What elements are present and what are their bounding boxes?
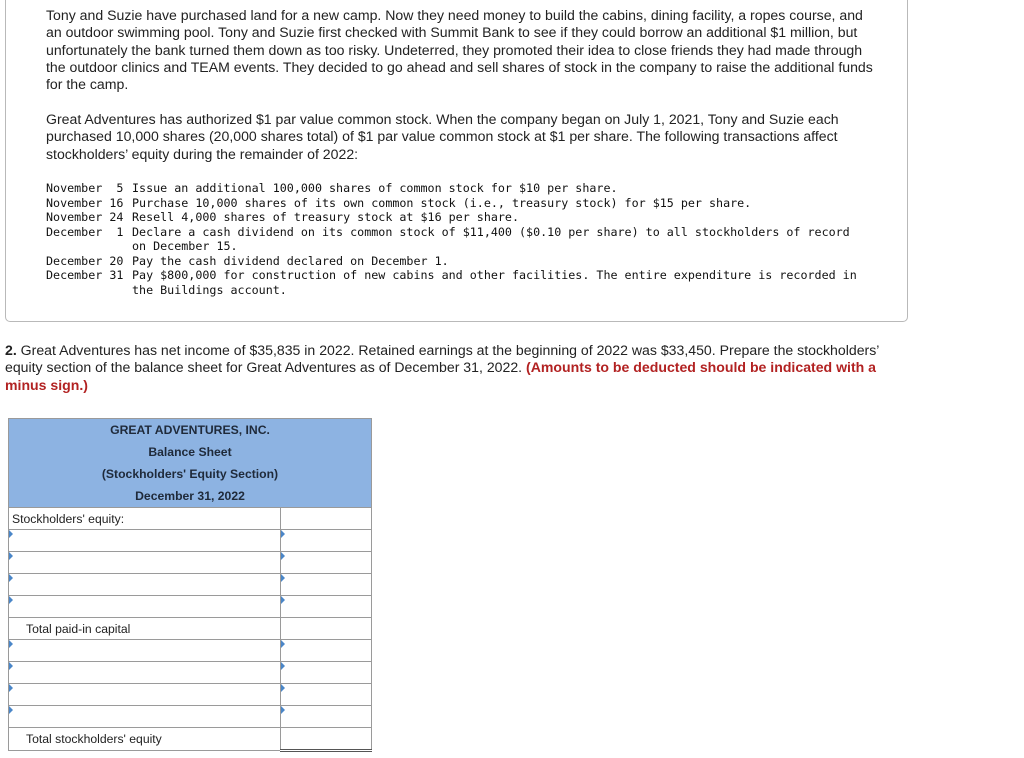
transaction-text: Resell 4,000 shares of treasury stock at $16 per share. — [132, 210, 520, 224]
dropdown-marker-icon — [281, 684, 285, 692]
amount-input[interactable] — [281, 685, 371, 704]
stockholders-equity-label: Stockholders' equity: — [9, 508, 281, 530]
account-dropdown[interactable] — [9, 574, 281, 596]
total-paid-in-capital-cell[interactable] — [280, 618, 371, 640]
blank-amount-cell — [280, 508, 371, 530]
question-note: (Amounts to be deducted should be indicated with a minus sign.) — [5, 359, 877, 393]
dropdown-marker-icon — [9, 684, 13, 692]
transaction-date: December 31 — [46, 268, 124, 282]
transaction-row — [46, 225, 862, 254]
transaction-text: Purchase 10,000 shares of its own common stock (i.e., treasury stock) for $15 per share. — [132, 195, 752, 210]
amount-cell[interactable] — [280, 574, 371, 596]
account-dropdown[interactable] — [9, 684, 281, 706]
transaction-date: November 16 — [46, 195, 124, 210]
total-stockholders-equity-input[interactable] — [281, 729, 371, 748]
account-input[interactable] — [9, 597, 280, 616]
dropdown-marker-icon — [9, 706, 13, 714]
amount-input[interactable] — [281, 597, 371, 616]
balance-sheet-table — [8, 418, 372, 752]
transaction-text: Declare a cash dividend on its common stock of $11,400 ($0.10 per share) to all stockholders of record on December 15. — [132, 224, 850, 253]
transaction-date: December 20 — [46, 253, 124, 268]
account-dropdown[interactable] — [9, 552, 281, 574]
transaction-row — [46, 254, 862, 269]
question-text: Great Adventures has net income of $35,835 in 2022. Retained earnings at the beginning of 2022 was $33,450. Prepare the stockholders’ equity section of the balance sheet for Great Adventures as of December 31, 2022. — [5, 342, 879, 376]
transaction-date: December 1 — [46, 224, 124, 239]
amount-cell[interactable] — [280, 552, 371, 574]
transaction-list — [46, 181, 862, 297]
dropdown-marker-icon — [9, 640, 13, 648]
account-input[interactable] — [9, 707, 280, 726]
account-input[interactable] — [9, 641, 280, 660]
account-input[interactable] — [9, 575, 280, 594]
transaction-row — [46, 196, 862, 211]
transaction-row — [46, 268, 862, 297]
transaction-text: Issue an additional 100,000 shares of common stock for $10 per share. — [132, 181, 618, 195]
dropdown-marker-icon — [281, 574, 285, 582]
statement-date: December 31, 2022 — [9, 485, 372, 508]
amount-input[interactable] — [281, 663, 371, 682]
total-paid-in-capital-label: Total paid-in capital — [9, 618, 281, 640]
amount-input[interactable] — [281, 553, 371, 572]
dropdown-marker-icon — [281, 530, 285, 538]
dropdown-marker-icon — [281, 662, 285, 670]
amount-input[interactable] — [281, 531, 371, 550]
amount-cell[interactable] — [280, 530, 371, 552]
transaction-text: Pay the cash dividend declared on December 1. — [132, 253, 449, 268]
account-dropdown[interactable] — [9, 640, 281, 662]
company-name: GREAT ADVENTURES, INC. — [9, 419, 372, 442]
dropdown-marker-icon — [281, 596, 285, 604]
intro-paragraph-2: Great Adventures has authorized $1 par value common stock. When the company began on July 1, 2021, Tony and Suzie each purchased 10,000 shares (20,000 shares total) of $1 par value common stock at $1 per share. The following transactions affect stockholders’ equity during the remainder of 2022: — [46, 111, 839, 162]
dropdown-marker-icon — [9, 530, 13, 538]
account-dropdown[interactable] — [9, 530, 281, 552]
account-dropdown[interactable] — [9, 596, 281, 618]
total-stockholders-equity-cell[interactable] — [280, 728, 371, 751]
amount-input[interactable] — [281, 707, 371, 726]
total-paid-in-capital-input[interactable] — [281, 619, 371, 638]
amount-cell[interactable] — [280, 706, 371, 728]
total-stockholders-equity-label: Total stockholders' equity — [9, 728, 281, 751]
transaction-row — [46, 181, 862, 196]
account-input[interactable] — [9, 553, 280, 572]
account-dropdown[interactable] — [9, 662, 281, 684]
amount-cell[interactable] — [280, 640, 371, 662]
transaction-date: November 24 — [46, 210, 124, 224]
dropdown-marker-icon — [281, 552, 285, 560]
amount-cell[interactable] — [280, 662, 371, 684]
account-input[interactable] — [9, 531, 280, 550]
amount-cell[interactable] — [280, 596, 371, 618]
dropdown-marker-icon — [9, 552, 13, 560]
amount-input[interactable] — [281, 575, 371, 594]
statement-title: Balance Sheet — [9, 441, 372, 463]
intro-paragraph-1: Tony and Suzie have purchased land for a new camp. Now they need money to build the cabins, dining facility, a ropes course, and an outdoor swimming pool. Tony and Suzie first checked with Summit Bank to see if they could borrow an additional $1 million, but unfortunately the bank turned them down as too risky. Undeterred, they promoted their idea to close friends they had made through the outdoor clinics and TEAM events. They decided to go ahead and sell shares of stock in the company to raise the additional funds for the camp. — [46, 7, 873, 93]
transaction-row — [46, 210, 862, 225]
transaction-text: Pay $800,000 for construction of new cabins and other facilities. The entire expenditure is recorded in the Buildings account. — [132, 268, 857, 297]
account-dropdown[interactable] — [9, 706, 281, 728]
dropdown-marker-icon — [9, 662, 13, 670]
account-input[interactable] — [9, 685, 280, 704]
question-number: 2. — [5, 342, 17, 358]
amount-input[interactable] — [281, 641, 371, 660]
dropdown-marker-icon — [9, 596, 13, 604]
amount-cell[interactable] — [280, 684, 371, 706]
dropdown-marker-icon — [281, 640, 285, 648]
question-2 — [5, 342, 915, 394]
dropdown-marker-icon — [281, 706, 285, 714]
section-title: (Stockholders' Equity Section) — [9, 463, 372, 485]
dropdown-marker-icon — [9, 574, 13, 582]
transaction-date: November 5 — [46, 181, 124, 195]
account-input[interactable] — [9, 663, 280, 682]
